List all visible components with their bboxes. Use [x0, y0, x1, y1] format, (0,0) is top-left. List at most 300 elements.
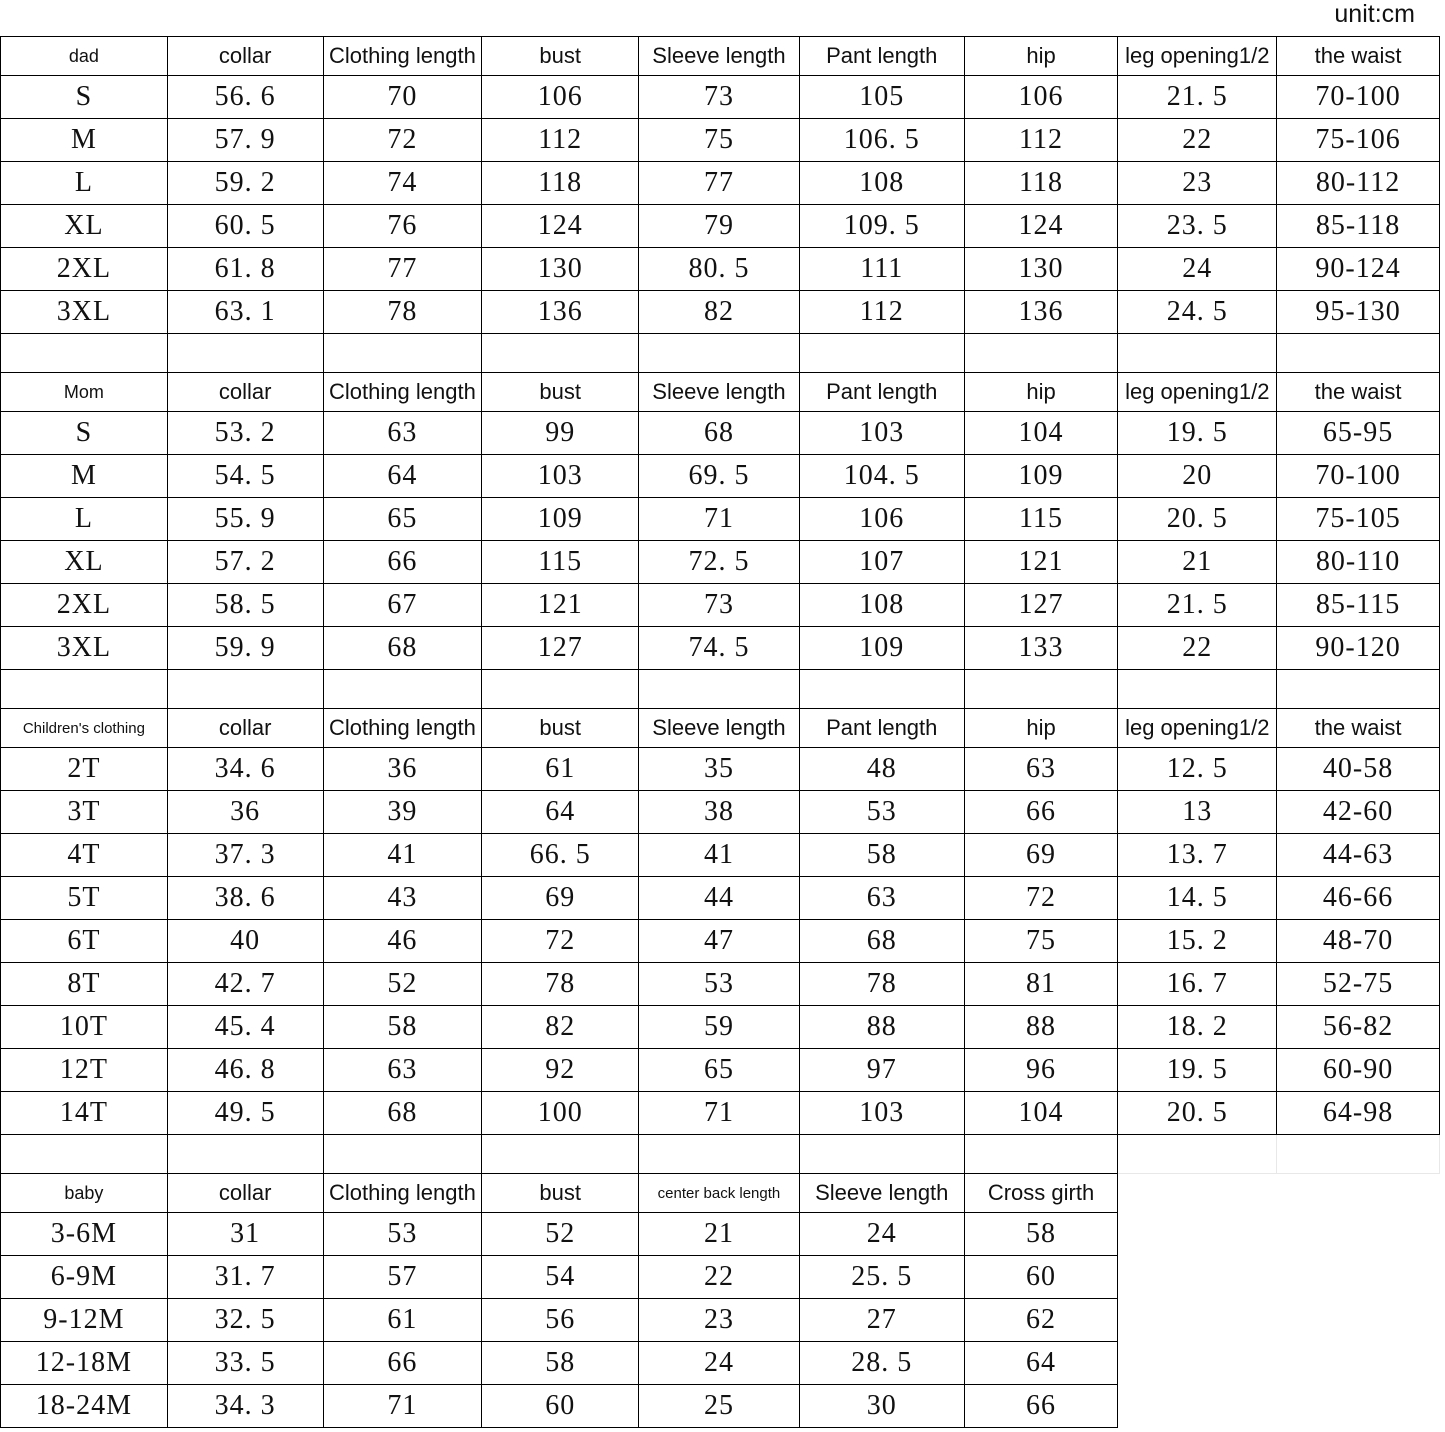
- table-row: [1, 119, 1440, 162]
- cell-bust: 115: [482, 541, 639, 584]
- cell-bust: 58: [482, 1342, 639, 1385]
- cell-pant-length: 63: [799, 877, 964, 920]
- cell-leg-opening: 24: [1118, 248, 1277, 291]
- cell-cross-girth: 62: [964, 1299, 1118, 1342]
- cell-clothing-length: 68: [323, 1092, 482, 1135]
- col-header-leg-opening: leg opening1/2: [1118, 37, 1277, 76]
- cell-sleeve-length: 71: [639, 498, 800, 541]
- col-header-sleeve-length: Sleeve length: [639, 37, 800, 76]
- cell-leg-opening: 21. 5: [1118, 76, 1277, 119]
- cell-leg-opening: 22: [1118, 627, 1277, 670]
- table-row: [1, 920, 1440, 963]
- cell-clothing-length: 71: [323, 1385, 482, 1428]
- col-header-hip: hip: [964, 373, 1118, 412]
- table-row: [1, 205, 1440, 248]
- cell-hip: 72: [964, 877, 1118, 920]
- cell-collar: 58. 5: [167, 584, 323, 627]
- cell-sleeve-length: 65: [639, 1049, 800, 1092]
- cell-hip: 115: [964, 498, 1118, 541]
- cell-leg-opening: 15. 2: [1118, 920, 1277, 963]
- cell-bust: 64: [482, 791, 639, 834]
- col-header-pant-length: Pant length: [799, 37, 964, 76]
- cell-bust: 136: [482, 291, 639, 334]
- cell-waist: 70-100: [1277, 455, 1440, 498]
- cell-clothing-length: 57: [323, 1256, 482, 1299]
- col-header-leg-opening: leg opening1/2: [1118, 709, 1277, 748]
- cell-bust: 92: [482, 1049, 639, 1092]
- cell-clothing-length: 41: [323, 834, 482, 877]
- col-header-clothing-length: Clothing length: [323, 37, 482, 76]
- col-header-sleeve-length: Sleeve length: [639, 373, 800, 412]
- cell-waist: 56-82: [1277, 1006, 1440, 1049]
- cell-waist: 85-115: [1277, 584, 1440, 627]
- col-header-collar: collar: [167, 373, 323, 412]
- size-label: 3XL: [1, 291, 168, 334]
- cell-clothing-length: 52: [323, 963, 482, 1006]
- cell-waist: 52-75: [1277, 963, 1440, 1006]
- table-row: [1, 584, 1440, 627]
- section-header-dad: [1, 37, 1440, 76]
- cell-leg-opening: 20: [1118, 455, 1277, 498]
- cell-bust: 100: [482, 1092, 639, 1135]
- cell-collar: 49. 5: [167, 1092, 323, 1135]
- section-title-baby: baby: [1, 1174, 168, 1213]
- cell-clothing-length: 36: [323, 748, 482, 791]
- cell-waist: 46-66: [1277, 877, 1440, 920]
- cell-pant-length: 78: [799, 963, 964, 1006]
- table-row: [1, 1342, 1440, 1385]
- size-label: 12-18M: [1, 1342, 168, 1385]
- cell-sleeve-length: 73: [639, 76, 800, 119]
- cell-sleeve-length: 80. 5: [639, 248, 800, 291]
- col-header-center-back-length: center back length: [639, 1174, 800, 1213]
- cell-sleeve-length: 59: [639, 1006, 800, 1049]
- table-row: [1, 1299, 1440, 1342]
- cell-bust: 99: [482, 412, 639, 455]
- col-header-collar: collar: [167, 37, 323, 76]
- cell-cross-girth: 60: [964, 1256, 1118, 1299]
- cell-bust: 52: [482, 1213, 639, 1256]
- cell-hip: 130: [964, 248, 1118, 291]
- size-label: 2XL: [1, 248, 168, 291]
- cell-hip: 121: [964, 541, 1118, 584]
- section-spacer: [1, 334, 1440, 373]
- col-header-collar: collar: [167, 1174, 323, 1213]
- table-row: [1, 1385, 1440, 1428]
- cell-sleeve-length: 53: [639, 963, 800, 1006]
- cell-waist: 44-63: [1277, 834, 1440, 877]
- cell-collar: 37. 3: [167, 834, 323, 877]
- cell-center-back-length: 23: [639, 1299, 800, 1342]
- cell-waist: 85-118: [1277, 205, 1440, 248]
- cell-sleeve-length: 47: [639, 920, 800, 963]
- cell-bust: 72: [482, 920, 639, 963]
- cell-collar: 53. 2: [167, 412, 323, 455]
- cell-sleeve-length: 82: [639, 291, 800, 334]
- empty-cell: [1277, 1342, 1440, 1385]
- col-header-bust: bust: [482, 1174, 639, 1213]
- table-row: [1, 1256, 1440, 1299]
- cell-leg-opening: 14. 5: [1118, 877, 1277, 920]
- cell-leg-opening: 22: [1118, 119, 1277, 162]
- empty-cell: [1118, 1299, 1277, 1342]
- cell-waist: 95-130: [1277, 291, 1440, 334]
- col-header-leg-opening: leg opening1/2: [1118, 373, 1277, 412]
- cell-leg-opening: 21. 5: [1118, 584, 1277, 627]
- cell-pant-length: 88: [799, 1006, 964, 1049]
- table-row: [1, 248, 1440, 291]
- cell-collar: 57. 2: [167, 541, 323, 584]
- size-label: XL: [1, 541, 168, 584]
- cell-bust: 69: [482, 877, 639, 920]
- cell-hip: 66: [964, 791, 1118, 834]
- cell-collar: 55. 9: [167, 498, 323, 541]
- cell-clothing-length: 61: [323, 1299, 482, 1342]
- empty-cell: [1277, 1213, 1440, 1256]
- col-header-waist: the waist: [1277, 709, 1440, 748]
- cell-cross-girth: 66: [964, 1385, 1118, 1428]
- cell-waist: 70-100: [1277, 76, 1440, 119]
- size-label: 8T: [1, 963, 168, 1006]
- cell-cross-girth: 58: [964, 1213, 1118, 1256]
- cell-collar: 40: [167, 920, 323, 963]
- cell-clothing-length: 67: [323, 584, 482, 627]
- cell-sleeve-length: 77: [639, 162, 800, 205]
- size-label: XL: [1, 205, 168, 248]
- cell-collar: 31. 7: [167, 1256, 323, 1299]
- cell-pant-length: 103: [799, 412, 964, 455]
- section-title-mom: Mom: [1, 373, 168, 412]
- cell-hip: 81: [964, 963, 1118, 1006]
- col-header-cross-girth: Cross girth: [964, 1174, 1118, 1213]
- cell-leg-opening: 18. 2: [1118, 1006, 1277, 1049]
- table-row: [1, 162, 1440, 205]
- cell-waist: 80-112: [1277, 162, 1440, 205]
- cell-bust: 130: [482, 248, 639, 291]
- cell-cross-girth: 64: [964, 1342, 1118, 1385]
- cell-collar: 63. 1: [167, 291, 323, 334]
- cell-clothing-length: 70: [323, 76, 482, 119]
- table-row: [1, 1092, 1440, 1135]
- cell-pant-length: 48: [799, 748, 964, 791]
- col-header-pant-length: Pant length: [799, 709, 964, 748]
- cell-clothing-length: 63: [323, 412, 482, 455]
- size-label: 3-6M: [1, 1213, 168, 1256]
- size-label: 2T: [1, 748, 168, 791]
- cell-collar: 59. 9: [167, 627, 323, 670]
- size-label: 10T: [1, 1006, 168, 1049]
- col-header-bust: bust: [482, 709, 639, 748]
- cell-bust: 60: [482, 1385, 639, 1428]
- cell-hip: 109: [964, 455, 1118, 498]
- cell-bust: 121: [482, 584, 639, 627]
- size-chart-table: [0, 36, 1440, 1428]
- cell-waist: 90-124: [1277, 248, 1440, 291]
- cell-sleeve-length: 25. 5: [799, 1256, 964, 1299]
- cell-waist: 60-90: [1277, 1049, 1440, 1092]
- col-header-collar: collar: [167, 709, 323, 748]
- col-header-hip: hip: [964, 37, 1118, 76]
- cell-waist: 40-58: [1277, 748, 1440, 791]
- section-spacer: [1, 1135, 1440, 1174]
- cell-waist: 64-98: [1277, 1092, 1440, 1135]
- cell-pant-length: 53: [799, 791, 964, 834]
- cell-bust: 103: [482, 455, 639, 498]
- cell-pant-length: 68: [799, 920, 964, 963]
- col-header-bust: bust: [482, 37, 639, 76]
- cell-waist: 90-120: [1277, 627, 1440, 670]
- cell-hip: 133: [964, 627, 1118, 670]
- cell-center-back-length: 24: [639, 1342, 800, 1385]
- empty-cell: [1277, 1299, 1440, 1342]
- cell-clothing-length: 58: [323, 1006, 482, 1049]
- cell-clothing-length: 74: [323, 162, 482, 205]
- cell-sleeve-length: 35: [639, 748, 800, 791]
- cell-waist: 75-106: [1277, 119, 1440, 162]
- cell-bust: 118: [482, 162, 639, 205]
- cell-leg-opening: 12. 5: [1118, 748, 1277, 791]
- cell-sleeve-length: 69. 5: [639, 455, 800, 498]
- cell-sleeve-length: 74. 5: [639, 627, 800, 670]
- cell-hip: 69: [964, 834, 1118, 877]
- empty-cell: [1118, 1174, 1277, 1213]
- cell-hip: 118: [964, 162, 1118, 205]
- table-row: [1, 834, 1440, 877]
- section-spacer: [1, 670, 1440, 709]
- empty-cell: [1118, 1385, 1277, 1428]
- cell-bust: 106: [482, 76, 639, 119]
- cell-clothing-length: 63: [323, 1049, 482, 1092]
- table-row: [1, 1049, 1440, 1092]
- cell-leg-opening: 20. 5: [1118, 1092, 1277, 1135]
- cell-collar: 34. 3: [167, 1385, 323, 1428]
- size-label: 2XL: [1, 584, 168, 627]
- cell-hip: 63: [964, 748, 1118, 791]
- cell-bust: 54: [482, 1256, 639, 1299]
- cell-leg-opening: 19. 5: [1118, 1049, 1277, 1092]
- table-row: [1, 877, 1440, 920]
- cell-hip: 112: [964, 119, 1118, 162]
- cell-clothing-length: 53: [323, 1213, 482, 1256]
- cell-sleeve-length: 24: [799, 1213, 964, 1256]
- col-header-waist: the waist: [1277, 373, 1440, 412]
- col-header-pant-length: Pant length: [799, 373, 964, 412]
- size-label: L: [1, 162, 168, 205]
- cell-pant-length: 108: [799, 584, 964, 627]
- cell-leg-opening: 21: [1118, 541, 1277, 584]
- size-label: 18-24M: [1, 1385, 168, 1428]
- size-label: 12T: [1, 1049, 168, 1092]
- cell-pant-length: 109: [799, 627, 964, 670]
- size-label: 6T: [1, 920, 168, 963]
- cell-pant-length: 106: [799, 498, 964, 541]
- cell-center-back-length: 25: [639, 1385, 800, 1428]
- cell-collar: 45. 4: [167, 1006, 323, 1049]
- size-label: 4T: [1, 834, 168, 877]
- section-header-mom: [1, 373, 1440, 412]
- table-row: [1, 541, 1440, 584]
- unit-label: unit:cm: [1334, 0, 1415, 28]
- table-row: [1, 1006, 1440, 1049]
- cell-sleeve-length: 68: [639, 412, 800, 455]
- size-label: L: [1, 498, 168, 541]
- empty-cell: [1118, 1256, 1277, 1299]
- cell-collar: 34. 6: [167, 748, 323, 791]
- size-label: M: [1, 119, 168, 162]
- cell-hip: 96: [964, 1049, 1118, 1092]
- cell-sleeve-length: 79: [639, 205, 800, 248]
- cell-bust: 112: [482, 119, 639, 162]
- section-title-children: Children's clothing: [1, 709, 168, 748]
- table-row: [1, 963, 1440, 1006]
- cell-leg-opening: 24. 5: [1118, 291, 1277, 334]
- col-header-sleeve-length: Sleeve length: [639, 709, 800, 748]
- cell-collar: 33. 5: [167, 1342, 323, 1385]
- cell-pant-length: 107: [799, 541, 964, 584]
- cell-leg-opening: 23: [1118, 162, 1277, 205]
- cell-sleeve-length: 71: [639, 1092, 800, 1135]
- cell-collar: 32. 5: [167, 1299, 323, 1342]
- section-title-dad: dad: [1, 37, 168, 76]
- cell-collar: 31: [167, 1213, 323, 1256]
- cell-clothing-length: 66: [323, 541, 482, 584]
- cell-pant-length: 97: [799, 1049, 964, 1092]
- cell-pant-length: 105: [799, 76, 964, 119]
- cell-clothing-length: 43: [323, 877, 482, 920]
- size-label: 3XL: [1, 627, 168, 670]
- cell-leg-opening: 13: [1118, 791, 1277, 834]
- cell-sleeve-length: 72. 5: [639, 541, 800, 584]
- cell-hip: 106: [964, 76, 1118, 119]
- size-label: 9-12M: [1, 1299, 168, 1342]
- table-row: [1, 1213, 1440, 1256]
- table-row: [1, 627, 1440, 670]
- cell-sleeve-length: 73: [639, 584, 800, 627]
- col-header-hip: hip: [964, 709, 1118, 748]
- cell-clothing-length: 39: [323, 791, 482, 834]
- table-row: [1, 748, 1440, 791]
- cell-collar: 42. 7: [167, 963, 323, 1006]
- cell-pant-length: 108: [799, 162, 964, 205]
- col-header-clothing-length: Clothing length: [323, 373, 482, 412]
- cell-pant-length: 109. 5: [799, 205, 964, 248]
- cell-collar: 57. 9: [167, 119, 323, 162]
- table-row: [1, 412, 1440, 455]
- empty-cell: [1277, 1256, 1440, 1299]
- cell-hip: 136: [964, 291, 1118, 334]
- cell-collar: 61. 8: [167, 248, 323, 291]
- cell-leg-opening: 16. 7: [1118, 963, 1277, 1006]
- table-row: [1, 76, 1440, 119]
- cell-pant-length: 58: [799, 834, 964, 877]
- cell-sleeve-length: 44: [639, 877, 800, 920]
- empty-cell: [1277, 1385, 1440, 1428]
- cell-leg-opening: 23. 5: [1118, 205, 1277, 248]
- cell-pant-length: 103: [799, 1092, 964, 1135]
- cell-pant-length: 112: [799, 291, 964, 334]
- cell-center-back-length: 21: [639, 1213, 800, 1256]
- section-header-baby: [1, 1174, 1440, 1213]
- cell-collar: 38. 6: [167, 877, 323, 920]
- cell-bust: 124: [482, 205, 639, 248]
- empty-cell: [1118, 1342, 1277, 1385]
- cell-center-back-length: 22: [639, 1256, 800, 1299]
- cell-waist: 65-95: [1277, 412, 1440, 455]
- cell-hip: 104: [964, 1092, 1118, 1135]
- cell-pant-length: 111: [799, 248, 964, 291]
- cell-bust: 61: [482, 748, 639, 791]
- empty-cell: [1277, 1174, 1440, 1213]
- cell-clothing-length: 78: [323, 291, 482, 334]
- cell-bust: 82: [482, 1006, 639, 1049]
- cell-hip: 124: [964, 205, 1118, 248]
- cell-clothing-length: 72: [323, 119, 482, 162]
- cell-waist: 48-70: [1277, 920, 1440, 963]
- size-label: S: [1, 412, 168, 455]
- cell-collar: 59. 2: [167, 162, 323, 205]
- size-label: M: [1, 455, 168, 498]
- col-header-waist: the waist: [1277, 37, 1440, 76]
- cell-hip: 88: [964, 1006, 1118, 1049]
- cell-waist: 42-60: [1277, 791, 1440, 834]
- table-row: [1, 498, 1440, 541]
- cell-sleeve-length: 75: [639, 119, 800, 162]
- cell-clothing-length: 66: [323, 1342, 482, 1385]
- size-label: 5T: [1, 877, 168, 920]
- cell-clothing-length: 46: [323, 920, 482, 963]
- cell-bust: 56: [482, 1299, 639, 1342]
- cell-clothing-length: 65: [323, 498, 482, 541]
- cell-bust: 127: [482, 627, 639, 670]
- cell-clothing-length: 64: [323, 455, 482, 498]
- table-row: [1, 455, 1440, 498]
- cell-sleeve-length: 27: [799, 1299, 964, 1342]
- cell-collar: 56. 6: [167, 76, 323, 119]
- cell-pant-length: 106. 5: [799, 119, 964, 162]
- cell-clothing-length: 68: [323, 627, 482, 670]
- cell-sleeve-length: 30: [799, 1385, 964, 1428]
- cell-bust: 66. 5: [482, 834, 639, 877]
- cell-bust: 109: [482, 498, 639, 541]
- table-row: [1, 291, 1440, 334]
- cell-leg-opening: 13. 7: [1118, 834, 1277, 877]
- cell-clothing-length: 76: [323, 205, 482, 248]
- cell-sleeve-length: 41: [639, 834, 800, 877]
- col-header-sleeve-length: Sleeve length: [799, 1174, 964, 1213]
- cell-bust: 78: [482, 963, 639, 1006]
- col-header-clothing-length: Clothing length: [323, 709, 482, 748]
- cell-leg-opening: 19. 5: [1118, 412, 1277, 455]
- cell-sleeve-length: 38: [639, 791, 800, 834]
- cell-hip: 104: [964, 412, 1118, 455]
- cell-waist: 80-110: [1277, 541, 1440, 584]
- cell-collar: 60. 5: [167, 205, 323, 248]
- cell-collar: 54. 5: [167, 455, 323, 498]
- cell-clothing-length: 77: [323, 248, 482, 291]
- table-row: [1, 791, 1440, 834]
- cell-leg-opening: 20. 5: [1118, 498, 1277, 541]
- size-label: S: [1, 76, 168, 119]
- cell-sleeve-length: 28. 5: [799, 1342, 964, 1385]
- col-header-bust: bust: [482, 373, 639, 412]
- size-label: 3T: [1, 791, 168, 834]
- empty-cell: [1118, 1213, 1277, 1256]
- cell-hip: 127: [964, 584, 1118, 627]
- section-header-children: [1, 709, 1440, 748]
- cell-collar: 36: [167, 791, 323, 834]
- cell-hip: 75: [964, 920, 1118, 963]
- size-label: 14T: [1, 1092, 168, 1135]
